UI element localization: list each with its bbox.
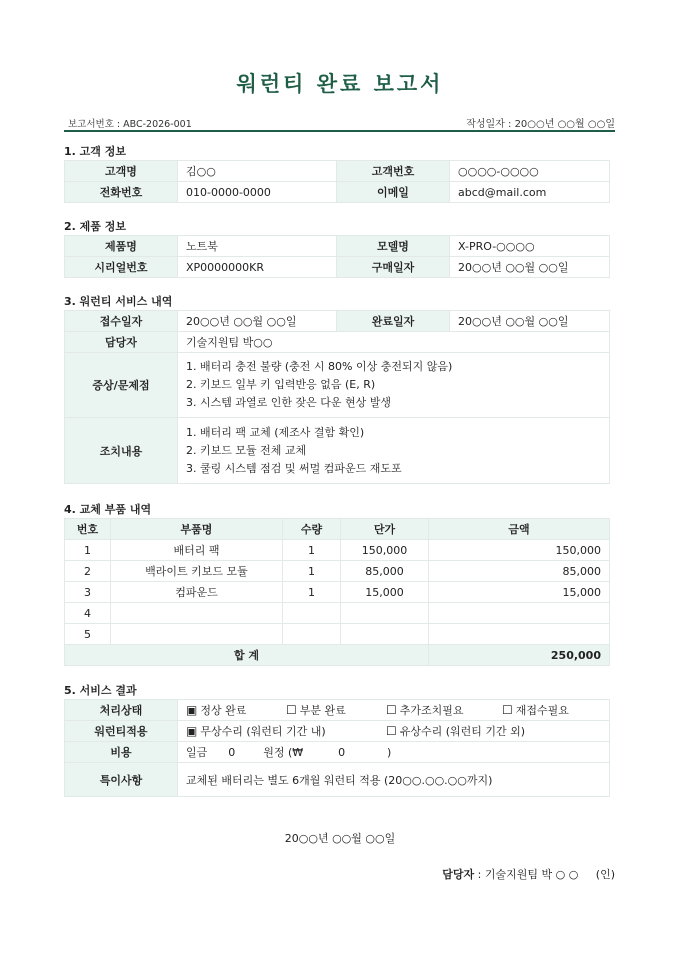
section-customer-title: 1. 고객 정보	[64, 145, 126, 158]
email: abcd@mail.com	[450, 182, 610, 203]
cost-label: 비용	[65, 742, 178, 763]
symptom-item: 2. 키보드 일부 키 입력반응 없음 (E, R)	[186, 378, 376, 391]
row-amount	[429, 624, 610, 645]
customer-name-label: 고객명	[65, 161, 178, 182]
table-row	[65, 603, 610, 624]
section-result-title: 5. 서비스 결과	[64, 684, 137, 697]
email-label: 이메일	[337, 182, 450, 203]
total-row	[65, 645, 610, 666]
row-amount	[429, 603, 610, 624]
parts-header-no: 번호	[65, 519, 111, 540]
symptom-item: 3. 시스템 과열로 인한 잦은 다운 현상 발생	[186, 396, 391, 409]
model: X-PRO-○○○○	[450, 236, 610, 257]
warranty-label: 워런티적용	[65, 721, 178, 742]
row-part-name	[111, 603, 283, 624]
row-price: 15,000	[341, 582, 429, 603]
option-label: 무상수리 (워런티 기간 내)	[200, 725, 326, 738]
parts-header-name: 부품명	[111, 519, 283, 540]
note-value: 교체된 배터리는 별도 6개월 워런티 적용 (20○○.○○.○○까지)	[178, 763, 610, 797]
option-label: 재접수필요	[515, 704, 569, 717]
row-amount: 15,000	[429, 582, 610, 603]
table-row	[65, 540, 610, 561]
product-table	[64, 235, 610, 278]
row-amount: 85,000	[429, 561, 610, 582]
signer: : 기술지원팀 박 ○ ○ (인)	[474, 868, 615, 881]
signer-label: 담당자	[442, 868, 475, 881]
row-qty: 1	[283, 540, 341, 561]
customer-no: ○○○○-○○○○	[450, 161, 610, 182]
status-options	[178, 700, 610, 721]
action-item: 2. 키보드 모듈 전체 교체	[186, 443, 307, 457]
serial-label: 시리얼번호	[65, 257, 178, 278]
report-title: 워런티 완료 보고서	[236, 72, 444, 96]
symptom-label: 증상/문제점	[65, 353, 178, 418]
option-label: 추가조치필요	[399, 704, 464, 717]
phone-label: 전화번호	[65, 182, 178, 203]
footer-date: 20○○년 ○○월 ○○일	[284, 832, 396, 845]
written-date: 작성일자 : 20○○년 ○○월 ○○일	[466, 119, 615, 130]
status-option-complete[interactable]	[186, 702, 286, 718]
section-parts-title: 4. 교체 부품 내역	[64, 503, 152, 516]
signature-line	[442, 866, 615, 882]
row-part-name: 백라이트 키보드 모듈	[111, 561, 283, 582]
action-list	[178, 418, 610, 484]
row-part-name	[111, 624, 283, 645]
completed-date: 20○○년 ○○월 ○○일	[450, 311, 610, 332]
row-price	[341, 603, 429, 624]
table-row	[65, 624, 610, 645]
section-product-title: 2. 제품 정보	[64, 220, 126, 233]
status-option-partial[interactable]	[286, 702, 386, 718]
service-table	[64, 310, 610, 484]
action-label: 조치내용	[65, 418, 178, 484]
note-label: 특이사항	[65, 763, 178, 797]
checkbox-icon: ☐	[386, 703, 397, 717]
section-service-title: 3. 워런티 서비스 내역	[64, 295, 173, 308]
row-no: 4	[65, 603, 111, 624]
status-label: 처리상태	[65, 700, 178, 721]
header-divider	[64, 130, 615, 132]
product-name-label: 제품명	[65, 236, 178, 257]
row-no: 3	[65, 582, 111, 603]
row-amount: 150,000	[429, 540, 610, 561]
result-table	[64, 699, 610, 797]
purchase-label: 구매일자	[337, 257, 450, 278]
received-label: 접수일자	[65, 311, 178, 332]
checked-box-icon: ▣	[186, 703, 198, 717]
row-price	[341, 624, 429, 645]
purchase-date: 20○○년 ○○월 ○○일	[450, 257, 610, 278]
row-part-name: 컴파운드	[111, 582, 283, 603]
warranty-option-free[interactable]	[186, 723, 386, 739]
row-no: 1	[65, 540, 111, 561]
customer-no-label: 고객번호	[337, 161, 450, 182]
warranty-options	[178, 721, 610, 742]
phone: 010-0000-0000	[178, 182, 337, 203]
row-qty: 1	[283, 582, 341, 603]
status-option-additional[interactable]	[386, 702, 502, 718]
row-price: 85,000	[341, 561, 429, 582]
model-label: 모델명	[337, 236, 450, 257]
row-price: 150,000	[341, 540, 429, 561]
warranty-option-paid[interactable]	[386, 723, 525, 739]
parts-header-price: 단가	[341, 519, 429, 540]
total-label: 합 계	[65, 645, 429, 666]
row-qty	[283, 603, 341, 624]
option-label: 부분 완료	[299, 704, 346, 717]
completed-label: 완료일자	[337, 311, 450, 332]
checkbox-icon: ☐	[286, 703, 297, 717]
parts-header-amount: 금액	[429, 519, 610, 540]
action-item: 1. 배터리 팩 교체 (제조사 결함 확인)	[186, 425, 365, 439]
checkbox-icon: ☐	[502, 703, 513, 717]
customer-table	[64, 160, 610, 203]
row-qty: 1	[283, 561, 341, 582]
status-option-resubmit[interactable]	[502, 702, 569, 718]
row-part-name: 배터리 팩	[111, 540, 283, 561]
manager-label: 담당자	[65, 332, 178, 353]
option-label: 정상 완료	[200, 704, 247, 717]
symptom-item: 1. 배터리 충전 불량 (충전 시 80% 이상 충전되지 않음)	[186, 360, 453, 373]
parts-header-qty: 수량	[283, 519, 341, 540]
action-item: 3. 쿨링 시스템 점검 및 써멀 컴파운드 재도포	[186, 461, 402, 475]
row-no: 2	[65, 561, 111, 582]
table-row	[65, 561, 610, 582]
report-number: 보고서번호 : ABC-2026-001	[68, 119, 192, 130]
row-no: 5	[65, 624, 111, 645]
customer-name: 김○○	[178, 161, 337, 182]
total-amount: 250,000	[429, 645, 610, 666]
product-name: 노트북	[178, 236, 337, 257]
option-label: 유상수리 (워런티 기간 외)	[399, 725, 526, 738]
symptom-list	[178, 353, 610, 418]
row-qty	[283, 624, 341, 645]
parts-table	[64, 518, 610, 666]
checkbox-icon: ☐	[386, 724, 397, 738]
table-row	[65, 582, 610, 603]
received-date: 20○○년 ○○월 ○○일	[178, 311, 337, 332]
serial: XP0000000KR	[178, 257, 337, 278]
manager: 기술지원팀 박○○	[178, 332, 610, 353]
cost-value: 일금 0 원정 (₩ 0 )	[178, 742, 610, 763]
checked-box-icon: ▣	[186, 724, 198, 738]
report-meta	[64, 114, 615, 130]
